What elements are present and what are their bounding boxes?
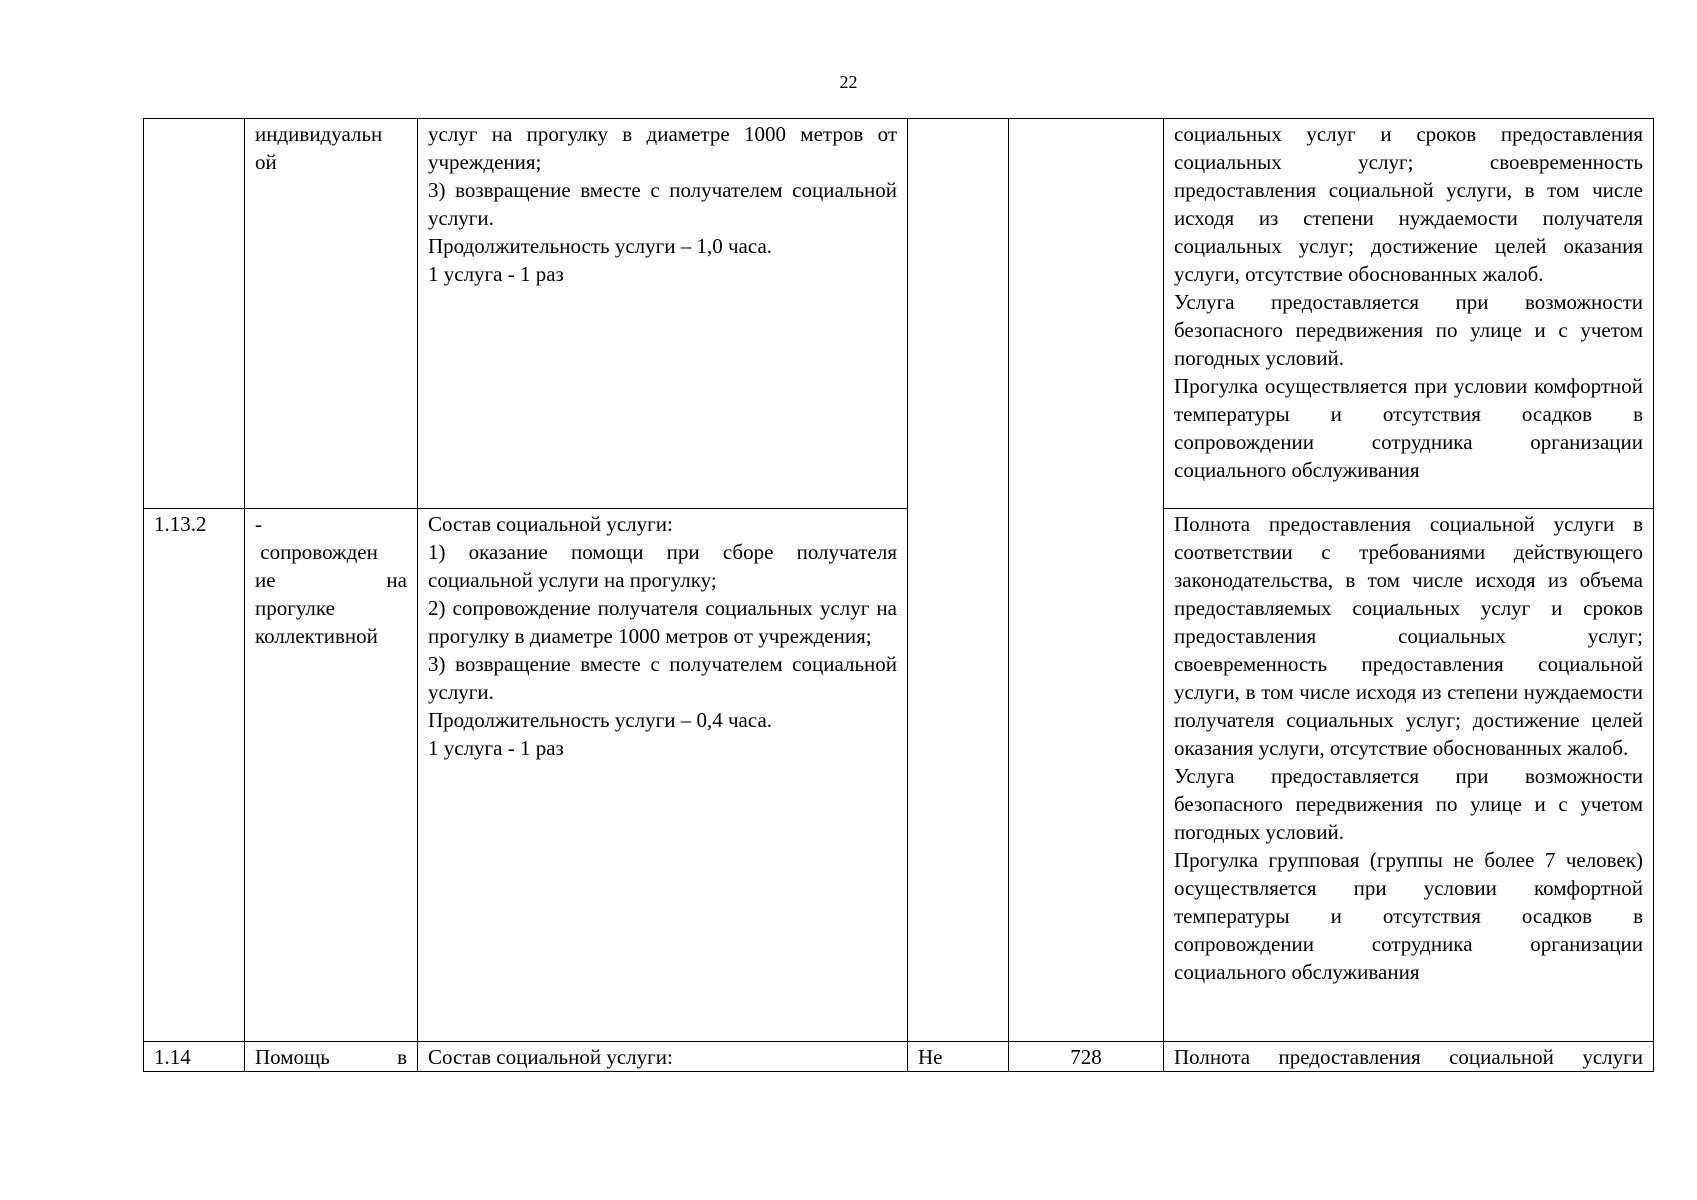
service-code-cell <box>144 119 245 509</box>
service-composition-cell: услуг на прогулку в диаметре 1000 метров от учреждения; 3) возвращение вместе с получателем социальной услуги. Продолжительность услуги – 1,0 часа. 1 услуга - 1 раз <box>418 119 908 509</box>
form-cell: Не <box>908 1042 1009 1072</box>
table-row <box>144 1042 1654 1072</box>
table-row <box>144 509 1654 1042</box>
service-composition-cell: Состав социальной услуги: <box>418 1042 908 1072</box>
tariff-cell: 728 <box>1009 1042 1164 1072</box>
form-cell <box>908 119 1009 1042</box>
service-name-cell: - сопровожден ие на прогулке коллективной <box>245 509 418 1042</box>
tariff-cell <box>1009 119 1164 1042</box>
service-composition-cell: Состав социальной услуги: 1) оказание помощи при сборе получателя социальной услуги на прогулку; 2) сопровождение получателя социальных услуг на прогулку в диаметре 1000 метров от учреждения; 3) возвращение вместе с получателем социальной услуги. Продолжительность услуги – 0,4 часа. 1 услуга - 1 раз <box>418 509 908 1042</box>
service-code-cell: 1.13.2 <box>144 509 245 1042</box>
service-code-cell: 1.14 <box>144 1042 245 1072</box>
page-number: 22 <box>839 72 858 92</box>
service-name-cell: Помощь в <box>245 1042 418 1072</box>
services-table <box>143 118 1654 1072</box>
quality-criteria-cell: социальных услуг и сроков предоставления социальных услуг; своевременность предоставления социальной услуги, в том числе исходя из степени нуждаемости получателя социальных услуг; достижение целей оказания услуги, отсутствие обоснованных жалоб. Услуга предоставляется при возможности безопасного передвижения по улице и с учетом погодных условий. Прогулка осуществляется при условии комфортной температуры и отсутствия осадков в сопровождении сотрудника организации социального обслуживания <box>1164 119 1654 509</box>
quality-criteria-cell: Полнота предоставления социальной услуги <box>1164 1042 1654 1072</box>
quality-criteria-cell: Полнота предоставления социальной услуги в соответствии с требованиями действующего законодательства, в том числе исходя из объема предоставляемых социальных услуг и сроков предоставления социальных услуг; своевременность предоставления социальной услуги, в том числе исходя из степени нуждаемости получателя социальных услуг; достижение целей оказания услуги, отсутствие обоснованных жалоб. Услуга предоставляется при возможности безопасного передвижения по улице и с учетом погодных условий. Прогулка групповая (группы не более 7 человек) осуществляется при условии комфортной температуры и отсутствия осадков в сопровождении сотрудника организации социального обслуживания <box>1164 509 1654 1042</box>
table-row <box>144 119 1654 509</box>
service-name-cell: индивидуальн ой <box>245 119 418 509</box>
